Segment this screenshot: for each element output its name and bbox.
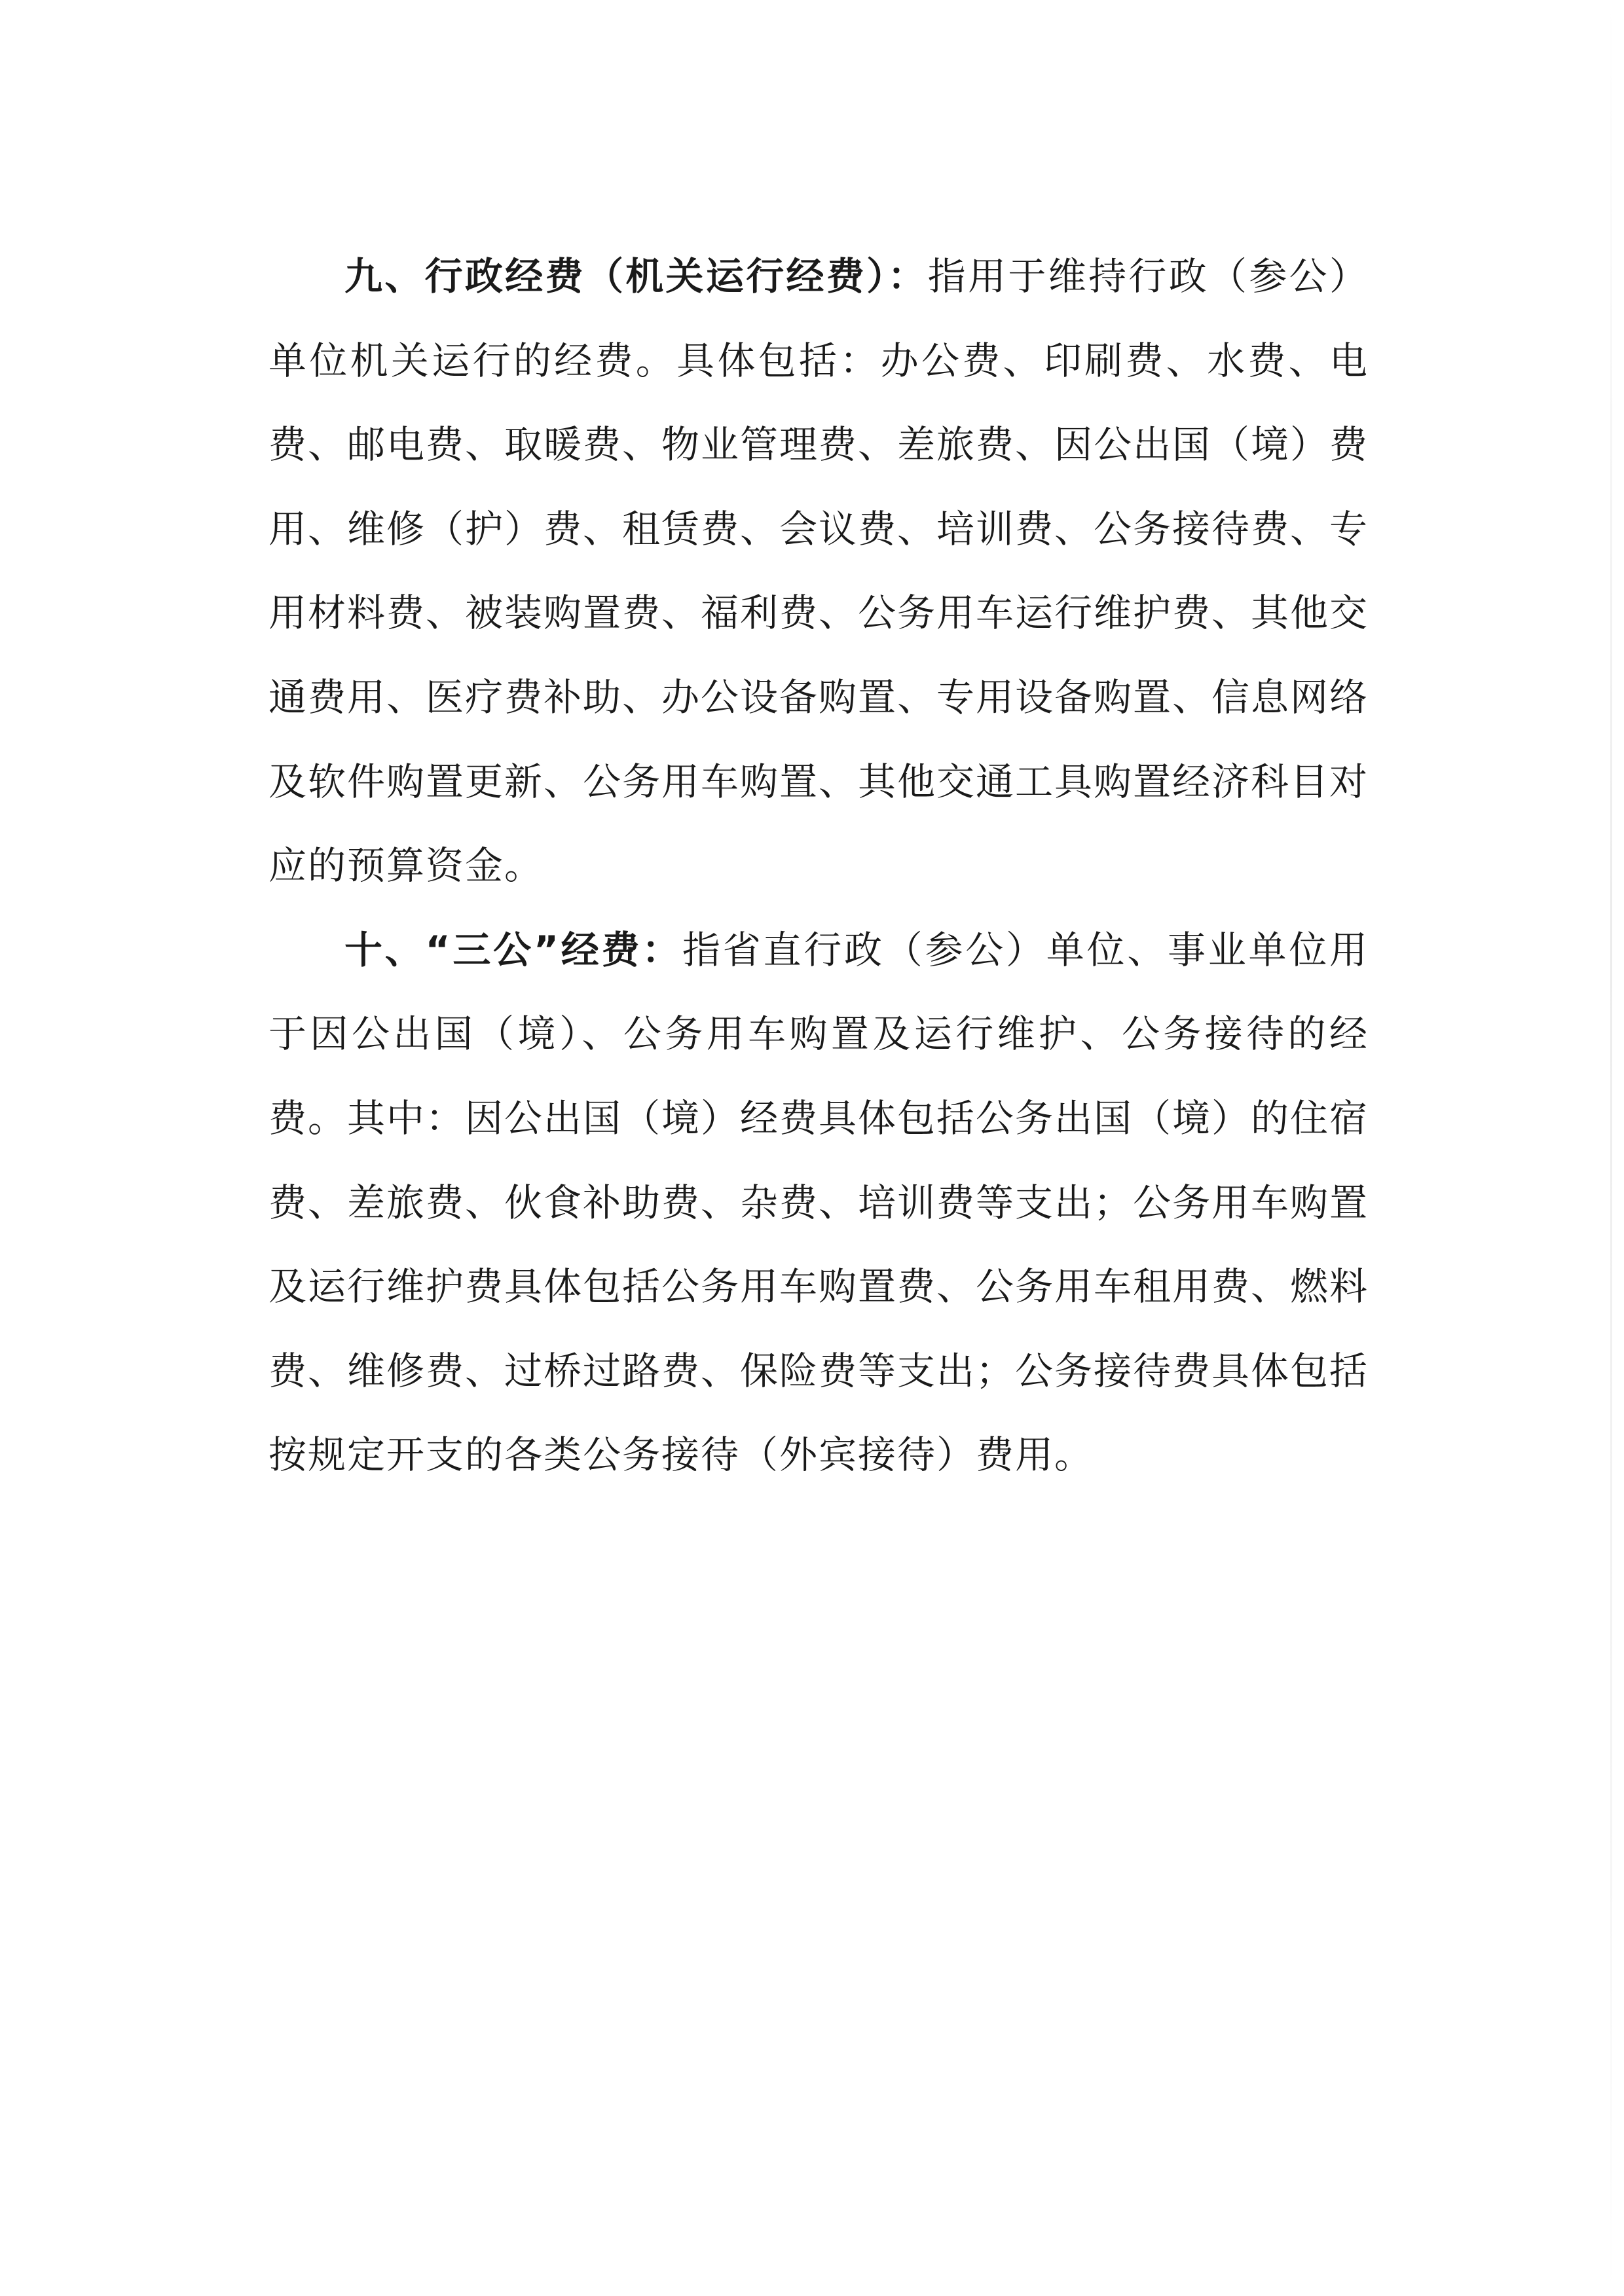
scan-edge-shadow — [1610, 0, 1612, 2296]
paragraph-text: 指省直行政（参公）单位、事业单位用于因公出国（境）、公务用车购置及运行维护、公务接待的经费。其中：因公出国（境）经费具体包括公务出国（境）的住宿费、差旅费、伙食补助费、杂费、培训费等支出；公务用车购置及运行维护费具体包括公务用车购置费、公务用车租用费、燃料费、维修费、过桥过路费、保险费等支出；公务接待费具体包括按规定开支的各类公务接待（外宾接待）费用。 — [268, 927, 1369, 1478]
paragraph-administrative-expenses — [268, 234, 1369, 908]
document-body — [268, 234, 1369, 1497]
paragraph-three-public-expenses — [268, 908, 1369, 1497]
paragraph-heading: 九、行政经费（机关运行经费）： — [344, 254, 928, 299]
paragraph-heading: 十、“三公”经费： — [344, 927, 682, 972]
paragraph-text: 指用于维持行政（参公）单位机关运行的经费。具体包括：办公费、印刷费、水费、电费、邮电费、取暖费、物业管理费、差旅费、因公出国（境）费用、维修（护）费、租赁费、会议费、培训费、公务接待费、专用材料费、被装购置费、福利费、公务用车运行维护费、其他交通费用、医疗费补助、办公设备购置、专用设备购置、信息网络及软件购置更新、公务用车购置、其他交通工具购置经济科目对应的预算资金。 — [268, 254, 1369, 888]
